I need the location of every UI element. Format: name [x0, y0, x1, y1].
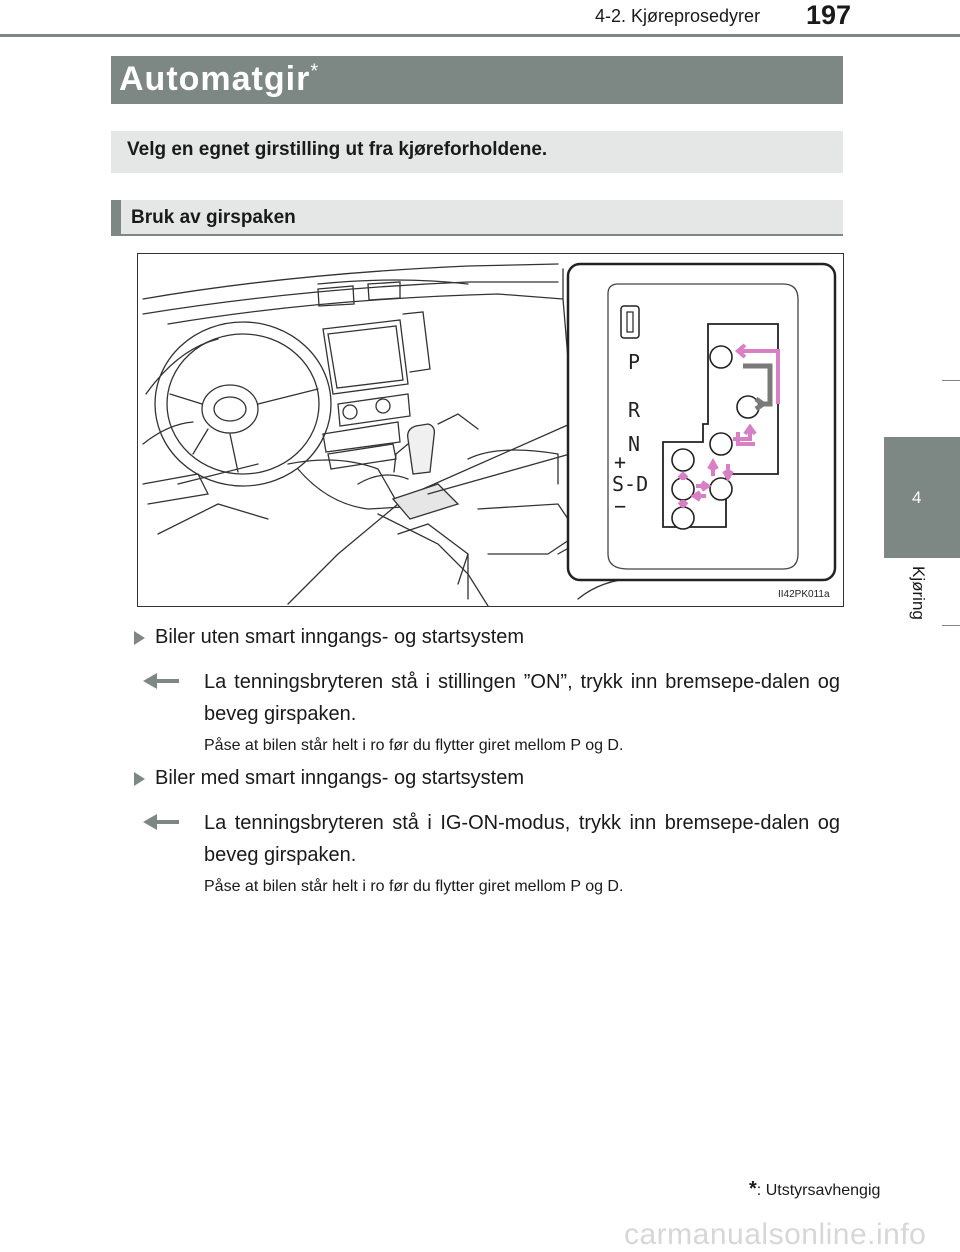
gate-label-minus: − — [614, 494, 627, 518]
gate-label-p: P — [628, 350, 641, 374]
side-tick-bottom — [942, 625, 960, 626]
chapter-number: 4 — [912, 488, 922, 507]
bullet-triangle-icon — [134, 631, 145, 645]
shift-lever-illustration — [137, 253, 844, 607]
title-asterisk: * — [310, 60, 320, 83]
footnote-star: * — [749, 1178, 757, 1200]
section-header: 4-2. Kjøreprosedyrer — [595, 6, 761, 26]
item-body: La tenningsbryteren stå i stillingen ”ON”, trykk inn bremsepe-dalen og beveg girspaken. — [204, 671, 840, 725]
gate-label-r: R — [628, 398, 641, 422]
header-rule — [0, 34, 960, 37]
intro-text: Velg en egnet girstilling ut fra kjøreforholdene. — [127, 139, 548, 160]
chapter-label: Kjøring — [909, 566, 928, 620]
item-note: Påse at bilen står helt i ro før du flytter giret mellom P og D. — [204, 878, 624, 895]
item-heading: Biler uten smart inngangs- og startsystem — [155, 626, 525, 648]
title-label: Automatgir — [119, 60, 311, 98]
left-arrow-icon — [143, 813, 179, 831]
dashboard-drawing — [138, 254, 843, 606]
chapter-tab — [884, 437, 960, 558]
subsection-title: Bruk av girspaken — [131, 207, 296, 228]
footnote — [749, 1178, 880, 1201]
item-heading: Biler med smart inngangs- og startsystem — [155, 767, 525, 789]
gate-label-n: N — [628, 432, 641, 456]
item-body: La tenningsbryteren stå i IG-ON-modus, trykk inn bremsepe-dalen og beveg girspaken. — [204, 812, 840, 866]
item-note: Påse at bilen står helt i ro før du flytter giret mellom P og D. — [204, 737, 624, 754]
left-arrow-icon — [143, 672, 179, 690]
subsection-accent — [111, 200, 121, 236]
gate-label-plus: + — [614, 450, 627, 474]
page-number: 197 — [806, 0, 852, 30]
illustration-code: II42PK011a — [778, 589, 830, 600]
side-tick-top — [942, 380, 960, 381]
watermark: carmanualsonline.info — [624, 1218, 927, 1251]
footnote-text: : Utstyrsavhengig — [756, 1182, 881, 1199]
page-title — [119, 60, 319, 99]
gate-label-sd: S-D — [612, 472, 649, 496]
bullet-triangle-icon — [134, 772, 145, 786]
